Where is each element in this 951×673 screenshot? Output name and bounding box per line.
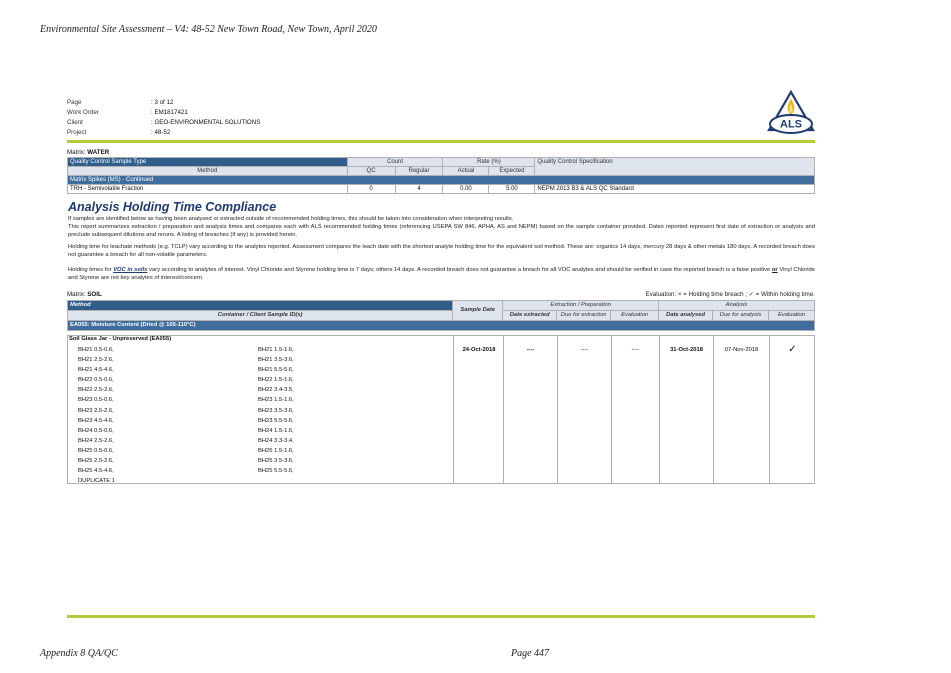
p4-start: Holding times for — [68, 267, 114, 273]
table-header-row — [68, 158, 815, 167]
info-label: Client — [67, 119, 83, 126]
list-item — [78, 345, 438, 355]
header-extraction-group: Extraction / Preparation — [503, 301, 659, 311]
sample-id: BH22 1.5-1.6, — [258, 377, 294, 384]
soil-data-block — [67, 335, 815, 484]
cell-due-for-extraction: ---- — [580, 347, 589, 353]
header-sample-date: Sample Date — [453, 301, 503, 321]
check-icon: ✓ — [788, 344, 797, 355]
matrix-value: SOIL — [87, 291, 102, 298]
info-value: : 3 of 12 — [151, 99, 174, 106]
footer-rule — [67, 615, 815, 618]
header-qc-spec: Quality Control Specification — [535, 158, 815, 176]
sample-id: BH21 0.5-0.6, — [78, 347, 114, 353]
document-footer-appendix: Appendix 8 QA/QC — [40, 648, 118, 659]
header-expected: Expected — [489, 167, 535, 176]
header-container: Container / Client Sample ID(s) — [68, 311, 453, 321]
cell-date-analysed: 31-Oct-2018 — [670, 347, 703, 353]
sample-id: BH25 1.5-1.6, — [258, 447, 294, 454]
p4-end: Vinyl Chloride and Styrene are not key analytes of interest/concern. — [68, 267, 816, 282]
report-info — [67, 98, 260, 138]
list-item — [78, 446, 438, 456]
list-item — [78, 476, 438, 486]
cell-method: TRH - Semivolatile Fraction — [68, 185, 348, 194]
cell-expected: 5.00 — [489, 185, 535, 194]
sample-id: BH23 2.5-2.6, — [78, 407, 114, 414]
header-rate: Rate (%) — [443, 158, 535, 167]
soil-holding-time-table — [67, 300, 815, 331]
section-title: EA055: Moisture Content (Dried @ 105-110°C) — [68, 321, 815, 331]
list-item — [78, 355, 438, 365]
header-due-for-extraction: Due for extraction — [557, 311, 611, 321]
divider — [769, 336, 770, 483]
matrix-value: WATER — [87, 149, 110, 156]
cell-date-extracted: ---- — [526, 347, 535, 353]
sample-id: BH23 3.5-3.6, — [258, 407, 294, 414]
cell-spec: NEPM 2013 B3 & ALS QC Standard — [535, 185, 815, 194]
table-row — [68, 185, 815, 194]
document-header: Environmental Site Assessment – V4: 48-52 New Town Road, New Town, April 2020 — [40, 24, 377, 35]
p4-or: or — [771, 267, 778, 273]
header-regular: Regular — [395, 167, 443, 176]
sample-id: BH21 3.5-3.6, — [258, 357, 294, 364]
info-value: : GEO-ENVIRONMENTAL SOLUTIONS — [151, 119, 261, 126]
cell-qc: 0 — [347, 185, 395, 194]
list-item — [78, 395, 438, 405]
sample-id: BH23 5.5-5.6, — [258, 417, 294, 424]
table-subheader-row — [68, 311, 815, 321]
section-title: Matrix Spikes (MS) - Continued — [68, 176, 815, 185]
divider — [659, 336, 660, 483]
matrix-water-label — [67, 149, 109, 156]
logo-text: ALS — [780, 118, 802, 131]
sample-id: BH25 3.5-3.6, — [258, 458, 294, 465]
divider — [503, 336, 504, 483]
header-due-for-analysis: Due for analysis — [713, 311, 769, 321]
voc-in-soils-link[interactable]: VOC in soils — [113, 267, 148, 273]
header-date-extracted: Date extracted — [503, 311, 557, 321]
sample-id: BH24 1.5-1.6, — [258, 427, 294, 434]
sample-id: BH23 1.5-1.6, — [258, 397, 294, 404]
paragraph-4 — [68, 266, 815, 282]
list-item — [78, 416, 438, 426]
divider — [557, 336, 558, 483]
paragraph-2: This report summarizes extraction / preparation and analysis times and compares each with ALS recommended holding times (referencing USEPA SW 846, APHA, AS and NEPM) based on the sample container provided. Dates reported represent first date of extraction or analysis and preclude subsequent dilutions and reruns. A listing of breaches (if any) is provided herein. — [68, 224, 815, 239]
sample-id: BH25 0.5-0.6, — [78, 447, 114, 454]
list-item — [78, 375, 438, 385]
header-analysis-evaluation: Evaluation — [768, 311, 814, 321]
divider — [713, 336, 714, 483]
sample-id: BH23 4.5-4.6, — [78, 417, 114, 424]
sample-id: BH21 5.5-5.6, — [258, 367, 294, 374]
list-item — [78, 426, 438, 436]
header-actual: Actual — [443, 167, 489, 176]
header-rule — [67, 140, 815, 143]
table-header-row — [68, 301, 815, 311]
header-count: Count — [347, 158, 443, 167]
water-qc-table — [67, 157, 815, 194]
list-item — [78, 436, 438, 446]
sample-id: BH25 2.5-2.6, — [78, 458, 114, 465]
matrix-label: Matrix: — [67, 149, 88, 156]
header-method: Method — [68, 301, 453, 311]
container-group-title: Soil Glass Jar - Unpreserved (EA055) — [69, 336, 172, 342]
list-item — [78, 466, 438, 476]
sample-id: BH24 0.5-0.6, — [78, 427, 114, 434]
p4-mid: vary according to analytes of interest. Vinyl Chloride and Styrene holding time is 7 days; others 14 days. A recorded breach does not guarantee a breach for all VOC analytes and should be verified in case the reported breach is a false positive — [147, 267, 772, 273]
sample-id: BH23 0.5-0.6, — [78, 397, 114, 404]
cell-actual: 0.00 — [443, 185, 489, 194]
cell-regular: 4 — [395, 185, 443, 194]
info-row-page — [67, 98, 260, 108]
info-label: Project — [67, 129, 87, 136]
divider — [611, 336, 612, 483]
divider — [453, 336, 454, 483]
sample-id: BH24 3.3-3.4, — [258, 437, 294, 444]
sample-id: BH24 2.5-2.6, — [78, 437, 114, 444]
matrix-soil-label — [67, 291, 102, 298]
sample-id: BH22 2.5-2.6, — [78, 387, 114, 394]
list-item — [78, 406, 438, 416]
info-row-client — [67, 118, 260, 128]
als-report-page — [67, 96, 815, 596]
header-qc: QC — [347, 167, 395, 176]
sample-id: BH21 4.5-4.6, — [78, 367, 114, 374]
sample-id: BH22 0.5-0.6, — [78, 377, 114, 384]
paragraph-1: If samples are identified below as having been analysed or extracted outside of recommended holding times, this should be taken into consideration when interpreting results. — [68, 216, 514, 222]
paragraph-3: Holding time for leachate methods (e.g. TCLP) vary according to the analytes reported. Assessment compares the leach date with the shortest analyte holding time for the equivalent soil method. These are: organics 14 days, mercury 28 days & other metals 180 days. A recorded breach does not guarantee a breach for all non-volatile parameters. — [68, 244, 815, 259]
header-qc-sample-type: Quality Control Sample Type — [68, 158, 348, 167]
info-value: : 48-52 — [151, 129, 171, 136]
header-date-analysed: Date analysed — [659, 311, 713, 321]
info-label: Page — [67, 99, 82, 106]
info-row-work-order — [67, 108, 260, 118]
cell-extraction-evaluation: ---- — [631, 347, 640, 353]
sample-id: BH21 2.5-2.6, — [78, 357, 114, 364]
info-row-project — [67, 128, 260, 138]
list-item — [78, 456, 438, 466]
cell-due-for-analysis: 07-Nov-2018 — [724, 347, 759, 353]
section-row — [68, 176, 815, 185]
cell-sample-date: 24-Oct-2018 — [462, 347, 496, 353]
sample-id: BH22 3.4-3.5, — [258, 387, 294, 394]
header-extraction-evaluation: Evaluation — [611, 311, 659, 321]
info-label: Work Order — [67, 109, 99, 116]
sample-id: BH25 4.5-4.6, — [78, 468, 114, 475]
header-analysis-group: Analysis — [659, 301, 815, 311]
sample-id: BH25 5.5-5.6, — [258, 468, 294, 475]
sample-id-list — [78, 345, 438, 486]
evaluation-legend: Evaluation: × = Holding time breach ; ✓ = Within holding time. — [645, 291, 815, 298]
sample-id: DUPLICATE 1 — [78, 478, 115, 485]
list-item — [78, 385, 438, 395]
section-row — [68, 321, 815, 331]
sample-id: BH21 1.5-1.6, — [258, 347, 294, 353]
matrix-label: Matrix: — [67, 291, 88, 298]
list-item — [78, 365, 438, 375]
section-title-holding-time: Analysis Holding Time Compliance — [68, 200, 277, 214]
info-value: : EM1817421 — [151, 109, 188, 116]
document-footer-page: Page 447 — [511, 648, 550, 659]
header-method: Method — [68, 167, 348, 176]
als-logo-icon — [765, 90, 817, 136]
